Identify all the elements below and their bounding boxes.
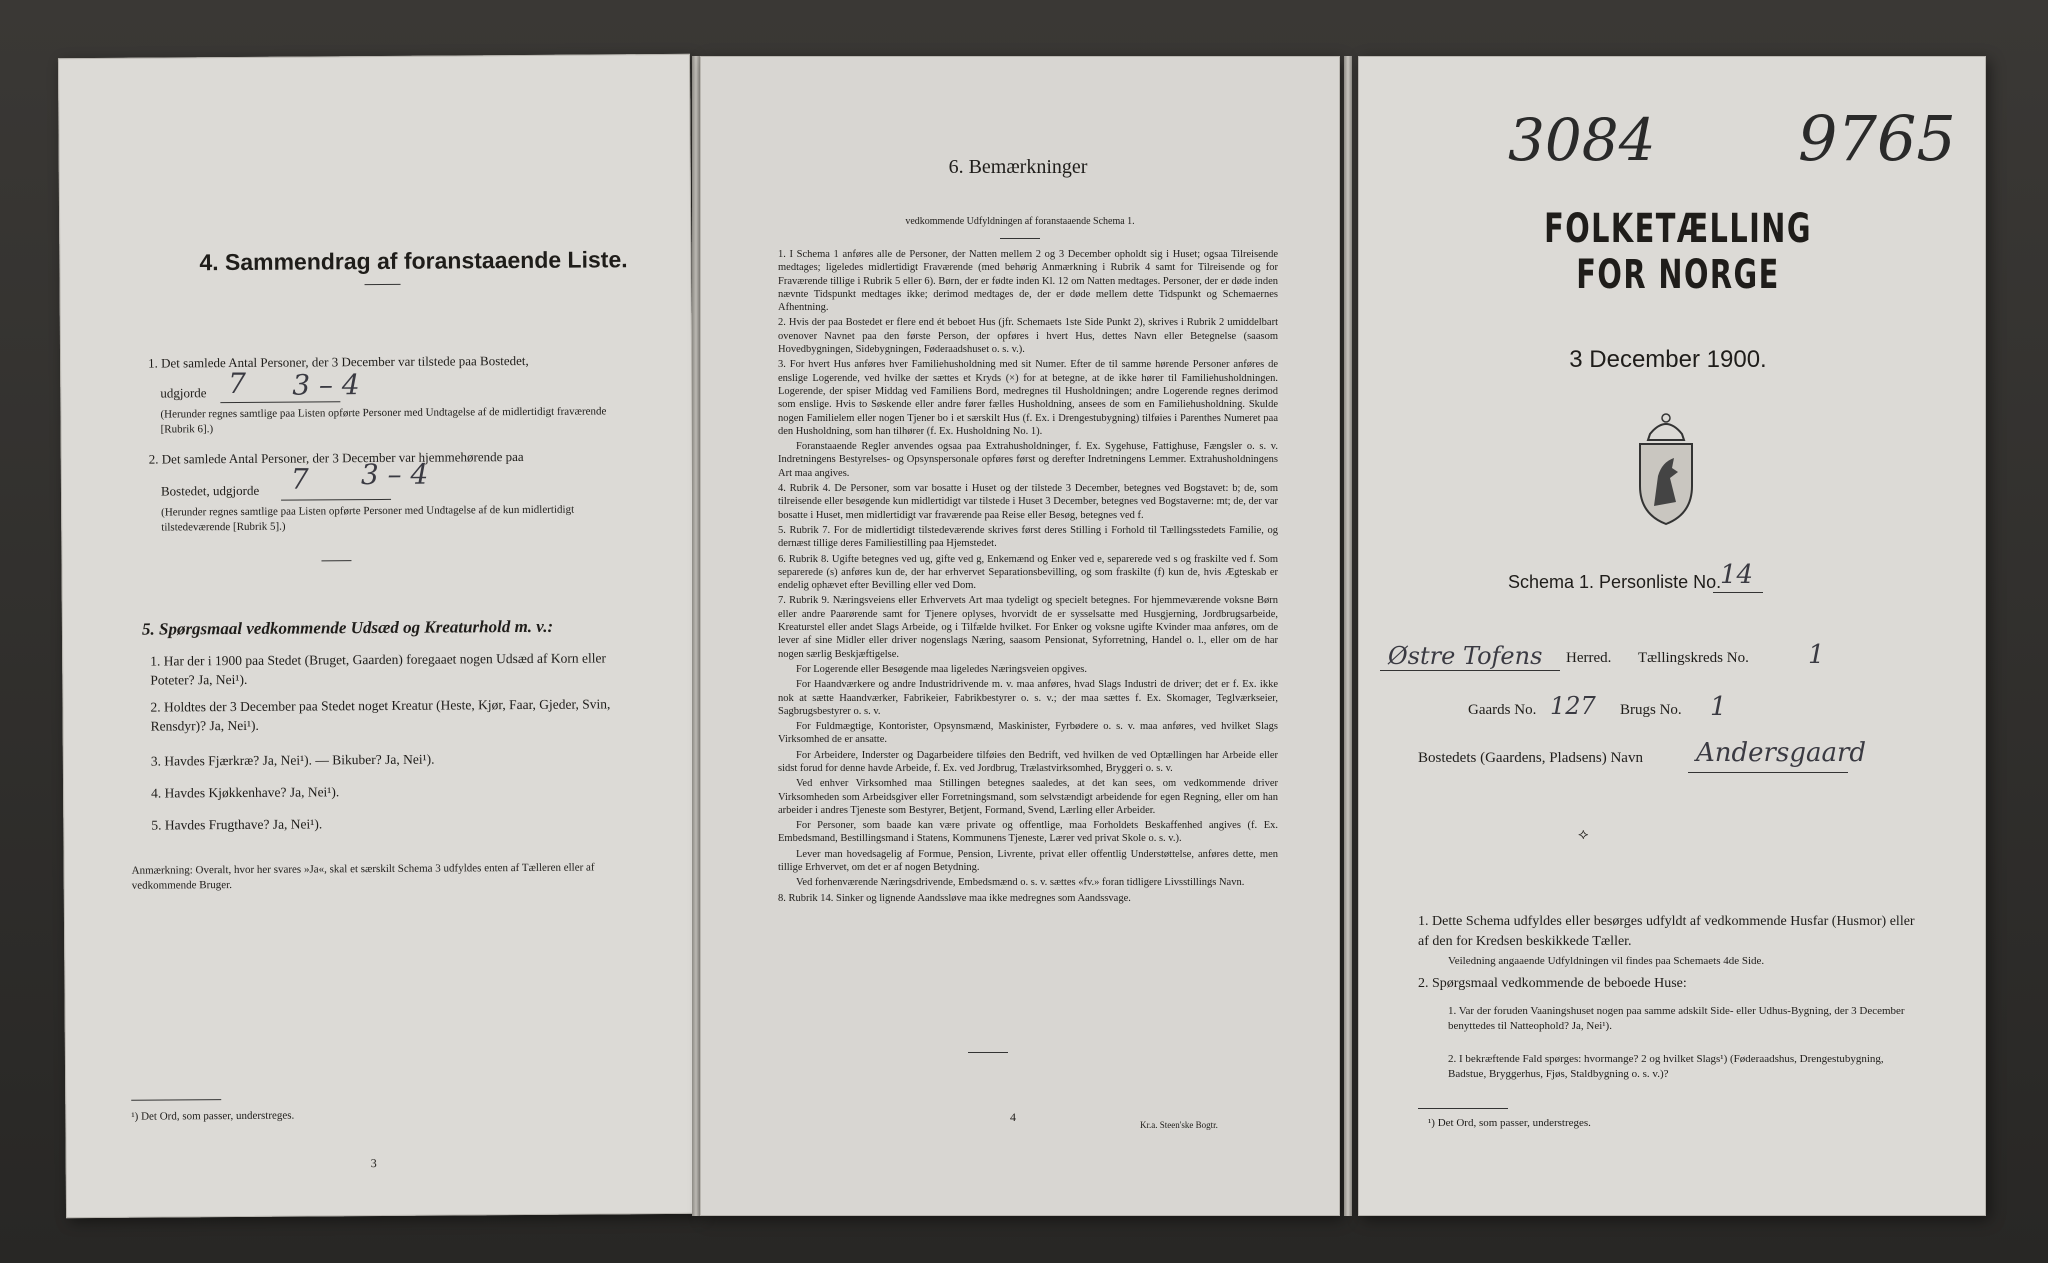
gaards-number: 127: [1550, 692, 1596, 720]
herred-line: [1380, 666, 1560, 671]
q2-text: 2. Det samlede Antal Personer, der 3 December var hjemmehørende paa: [148, 448, 524, 467]
kreds-number: 1: [1808, 640, 1825, 670]
remarks-title: 6. Bemærkninger: [948, 156, 1088, 178]
q2-hand-b: 3 – 4: [360, 457, 429, 492]
q1-hand-b: 3 – 4: [292, 368, 360, 402]
q5-1: 1. Har der i 1900 paa Stedet (Bruget, Gaarden) foregaaet nogen Udsæd af Korn eller Poteter? Ja, Nei¹).: [150, 650, 607, 688]
q2-label: Bostedet, udgjorde: [160, 482, 260, 499]
archive-number-a: 3084: [1508, 106, 1656, 174]
remark-paragraph: Ved forhenværende Næringsdrivende, Embedsmænd o. s. v. sættes «fv.» foran tidligere Livsstillings Navn.: [796, 877, 1245, 889]
divider: [365, 284, 401, 285]
herred-label: Herred.: [1566, 650, 1612, 666]
remark-paragraph: 8. Rubrik 14. Sinker og lignende Aandssløve maa ikke medregnes som Aandssvage.: [778, 892, 1131, 904]
page-fold: [1344, 56, 1352, 1216]
herred-name: Østre Tofens: [1388, 642, 1543, 670]
remark-paragraph: 7. Rubrik 9. Næringsveiens eller Erhvervets Art maa tydeligt og specielt betegnes. For hjemmeværende voksne Børn eller andre Paarørende samt for Tjenere oplyses, hvorvidt de er sysselsatte med Husgjerning, Jordbrugsarbeide, Kreaturstel eller andet Slags Arbeide, og i Tilfælde hvilket. For Enker og voksne ugifte Kvinder maa anføres, om de lever af sine Midler eller driver nogenslags Næring, saasom Pensionat, Syforretning, Handel o. l., eller om de har nogen særlig Beskjæftigelse.: [778, 595, 1278, 660]
remark-paragraph: For Personer, som baade kan være private og offentlige, maa Forholdets Beskaffenhed angives (f. Ex. Embedsmand, Bestillingsmand i Statens, Kommunens Tjeneste, Lærer ved privat Skole o. s. v.).: [778, 820, 1278, 845]
divider: [1000, 238, 1040, 239]
instruction-1-note: Veiledning angaaende Udfyldningen vil findes paa Schemaets 4de Side.: [1448, 955, 1765, 967]
q5-4: 4. Havdes Kjøkkenhave? Ja, Nei¹).: [151, 784, 340, 801]
annotation-note: Anmærkning: Overalt, hvor her svares »Ja«, skal et særskilt Schema 3 udfyldes enten af Tælleren eller af vedkommende Bruger.: [131, 861, 595, 892]
remark-paragraph: 1. I Schema 1 anføres alle de Personer, der Natten mellem 2 og 3 December opholdt sig i Huset; ogsaa Tilreisende medtages; ligeledes midlertidigt Fraværende (med behørig Anmærkning i Rubrik 4 samt for Tilreisende og for Fraværende tillige i Rubrik 5 eller 6). Børn, der er fødte inden Kl. 12 om Natten medtages. Personer, der er døde inden nævnte Tidspunkt medtages ikke; derimod medtages de, der er døde mellem dette Tidspunkt og Schemaernes Afhentning.: [778, 249, 1278, 314]
gaards-label: Gaards No.: [1468, 702, 1537, 718]
brugs-number: 1: [1710, 692, 1727, 722]
cover-page: [1358, 56, 1986, 1216]
q5-5: 5. Havdes Frugthave? Ja, Nei¹).: [151, 816, 323, 833]
page-number: 3: [370, 1156, 377, 1171]
remark-paragraph: Lever man hovedsagelig af Formue, Pension, Livrente, privat eller offentlig Understøttelse, anføres dette, men tillige Erhvervet, om det er af nogen Betydning.: [778, 848, 1278, 874]
page-fold: [692, 56, 700, 1216]
footnote-rule: [131, 1099, 221, 1101]
brugs-label: Brugs No.: [1620, 702, 1682, 718]
remark-paragraph: For Fuldmægtige, Kontorister, Opsynsmænd, Maskinister, Fyrbødere o. s. v. maa anføres, ved hvilket Slags Virksomhed de er ansatte.: [778, 721, 1278, 746]
divider: [321, 560, 351, 561]
personliste-line: [1713, 586, 1763, 593]
footnote: ¹) Det Ord, som passer, understreges.: [131, 1109, 295, 1123]
bosted-name: Andersgaard: [1696, 738, 1867, 768]
divider: [968, 1052, 1008, 1053]
archive-number-b: 9765: [1798, 102, 1956, 175]
remarks-subtitle: vedkommende Udfyldningen af foranstaaende Schema 1.: [905, 216, 1135, 227]
q2-hand-a: 7: [290, 462, 309, 496]
page-number: 4: [1010, 1110, 1016, 1124]
instruction-2: 2. Spørgsmaal vedkommende de beboede Huse:: [1418, 976, 1687, 991]
kreds-label: Tællingskreds No.: [1638, 650, 1749, 666]
remark-paragraph: For Logerende eller Besøgende maa ligeledes Næringsveien opgives.: [796, 663, 1087, 675]
instruction-2-1: 1. Var der foruden Vaaningshuset nogen paa samme adskilt Side- eller Udhus-Bygning, der 3 December benyttedes til Natteophold? Ja, Nei¹).: [1448, 1005, 1905, 1032]
remark-paragraph: 2. Hvis der paa Bostedet er flere end ét beboet Hus (jfr. Schemaets 1ste Side Punkt 2), skrives i Rubrik 2 umiddelbart ovenover Navnet paa den første Person, der opføres i hvert Hus, dettes Navn eller Betegnelse (saasom Hovedbygningen, Sidebygningen, Føderaadshuset o. s. v.).: [778, 317, 1278, 356]
footnote: ¹) Det Ord, som passer, understreges.: [1428, 1117, 1591, 1129]
q1-text: 1. Det samlede Antal Personer, der 3 December var tilstede paa Bostedet,: [148, 352, 529, 371]
bosted-label: Bostedets (Gaardens, Pladsens) Navn: [1418, 750, 1643, 766]
q2-note: (Herunder regnes samtlige paa Listen opførte Personer med Undtagelse af de kun midlertidigt tilstedeværende [Rubrik 5].): [161, 503, 575, 534]
remark-paragraph: 5. Rubrik 7. For de midlertidigt tilstedeværende skrives først deres Stilling i Forhold til Tællingsstedets Familie, og dernæst tillige deres Familiestilling paa Hjemstedet.: [778, 524, 1278, 550]
summary-heading: 4. Sammendrag af foranstaaende Liste.: [199, 246, 628, 276]
personliste-number: 14: [1720, 560, 1754, 590]
q1-note: (Herunder regnes samtlige paa Listen opførte Personer med Undtagelse af de midlertidigt fraværende [Rubrik 6].): [160, 405, 607, 436]
instruction-2-2: 2. I bekræftende Fald spørges: hvormange? 2 og hvilket Slags¹) (Føderaadshus, Drengestubygning, Badstue, Bryggerhus, Fjøs, Staldbygning o. s. v.)?: [1448, 1053, 1884, 1080]
q5-3: 3. Havdes Fjærkræ? Ja, Nei¹). — Bikuber? Ja, Nei¹).: [150, 751, 435, 769]
remark-paragraph: Foranstaaende Regler anvendes ogsaa paa Extrahusholdninger, f. Ex. Sygehuse, Fattighuse, Fængsler o. s. v. Indretningens Bestyrelses- og Opsynspersonale opføres først og derefter Indretningens Lemmer. Extrahusholdningens Art maa angives.: [778, 441, 1278, 479]
remark-paragraph: Ved enhver Virksomhed maa Stillingen betegnes saaledes, at det kan sees, om vedkommende driver Virksomheden som Arbeidsgiver eller Forretningsmand, som selvstændigt arbeidende for egen Regning, eller om han arbeider i andres Tjeneste som Bestyrer, Betjent, Formand, Svend, Lærling eller Arbeider.: [778, 778, 1278, 816]
printer-credit: Kr.a. Steen'ske Bogtr.: [1140, 1120, 1218, 1130]
remarks-body: [778, 248, 1278, 907]
census-title: FOLKETÆLLING FOR NORGE: [1544, 206, 1812, 298]
bosted-line: [1688, 768, 1848, 773]
schema-label: Schema 1. Personliste No.: [1508, 572, 1722, 592]
page-4: [700, 56, 1340, 1216]
page-3: [58, 54, 698, 1218]
section5-heading: 5. Spørgsmaal vedkommende Udsæd og Kreaturhold m. v.:: [141, 616, 554, 639]
remark-paragraph: For Arbeidere, Inderster og Dagarbeidere tilføies den Bedrift, ved hvilken de ved Optællingen har Arbeide eller sidst forud for denne havde Arbeide, f. Ex. ved Jordbrug, Trælastvirksomhed, Bryggeri o. s. v.: [778, 749, 1278, 774]
remark-paragraph: 6. Rubrik 8. Ugifte betegnes ved ug, gifte ved g, Enkemænd og Enker ved e, separerede ved s og fraskilte ved f. Som separerede (s) anføres kun de, der har erhvervet Separationsbevilling, og som fraskilte (f) kun de, hvis Ægteskab er endelig ophævet efter Bevilling eller ved Dom.: [778, 553, 1278, 592]
coat-of-arms-icon: [1628, 406, 1704, 528]
q5-2: 2. Holdtes der 3 December paa Stedet noget Kreatur (Heste, Kjør, Faar, Gjeder, Svin, Rensdyr)? Ja, Nei¹).: [150, 696, 611, 734]
census-date: 3 December 1900.: [1569, 346, 1767, 373]
q1-hand-a: 7: [228, 366, 247, 401]
instruction-1: 1. Dette Schema udfyldes eller besørges udfyldt af vedkommende Husfar (Husmor) eller af den for Kredsen beskikkede Tæller.: [1418, 914, 1915, 949]
remark-paragraph: 4. Rubrik 4. De Personer, som var bosatte i Huset og der tilstede 3 December, betegnes ved Bogstavet: b; de, som tilreisende eller besøgende kun midlertidigt var tilstede i Huset 3 December, betegnes ved Bogstaverne: mt; de, der var bosatte i Huset, men midlertidigt var fraværende paa Reise eller Besøg, betegnes ved f.: [778, 483, 1278, 521]
ornament-icon: ⟡: [1578, 826, 1589, 843]
remark-paragraph: For Haandværkere og andre Industridrivende m. v. maa anføres, hvad Slags Industri de driver; det er f. Ex. ikke nok at sætte Haandværker, Fabrikeier, Fabrikbestyrer o. s. v.; der maa sættes f. Ex. Skomager, Teglværkseier, Sagbrugsbestyrer o. s. v.: [778, 679, 1278, 717]
remark-paragraph: 3. For hvert Hus anføres hver Familiehusholdning med sit Numer. Efter de til samme hørende Personer anføres de enslige Logerende, ved hvilke der sættes et Kryds (×) for at betegne, at de ikke hører til Familiehusholdningen. Logerende, der spiser Middag ved Familiens Bord, medregnes til Husholdningen; andre Logerende regnes derimod som enslige. Hvis to Søskende eller andre fører fælles Husholdning, ansees de som en Familiehusholdning. Skulde nogen Familielem eller nogen Tjener bo i et særskilt Hus (f. Ex. i Drengestubygning) tilføies i Parenthes Numeret paa den Husholdning, som han tilhører (f. Ex. Husholdning No. 1).: [778, 359, 1278, 437]
footnote-rule: [1418, 1108, 1508, 1109]
q1-label: udgjorde: [160, 385, 207, 401]
